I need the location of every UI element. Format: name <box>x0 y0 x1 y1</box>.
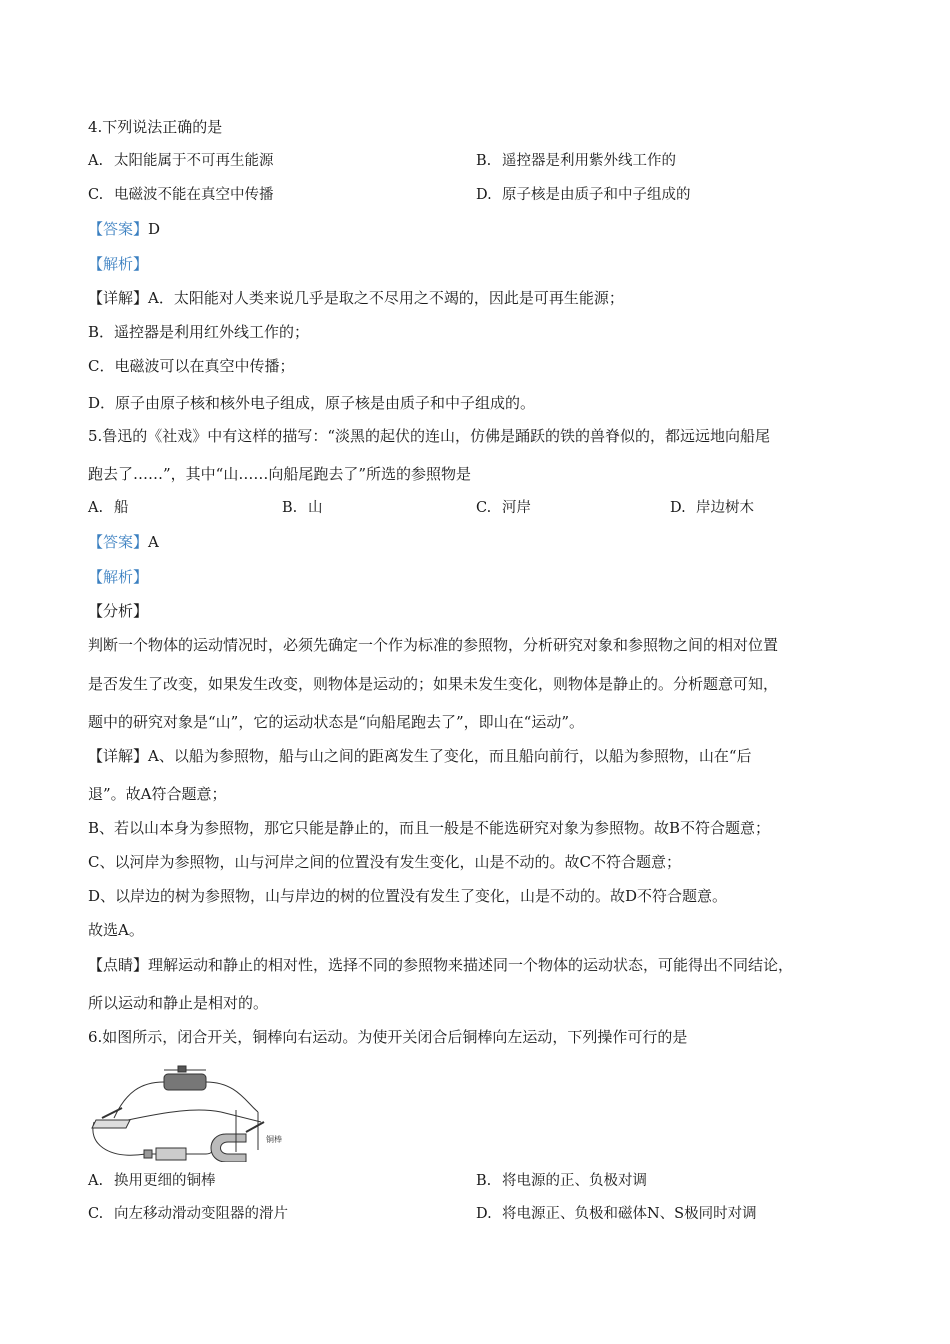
q5-option-a-letter: A. <box>88 500 104 516</box>
q5-answer-tag: 【答案】 <box>88 533 149 551</box>
q5-detail-tag: 【详解】 <box>88 747 149 765</box>
q5-stem-line2: 跑去了……”，其中“山……向船尾跑去了”所选的参照物是 <box>88 465 472 483</box>
q6-option-c <box>88 1204 288 1224</box>
q6-stem: 6.如图所示，闭合开关，铜棒向右运动。为使开关闭合后铜棒向左运动，下列操作可行的是 <box>88 1028 688 1046</box>
q6-option-c-letter: C. <box>88 1206 104 1222</box>
q5-fenxi-line2: 是否发生了改变，如果发生改变，则物体是运动的；如果未发生变化，则物体是静止的。分析题意可知， <box>88 675 779 693</box>
q6-option-a <box>88 1171 216 1191</box>
q4-detail-b: B．遥控器是利用红外线工作的； <box>88 323 310 341</box>
q4-option-c <box>88 185 274 205</box>
q5-answer <box>88 532 159 552</box>
q6-option-d-letter: D. <box>476 1206 492 1222</box>
q4-option-b <box>476 151 676 171</box>
q4-option-a-letter: A. <box>88 153 104 169</box>
q4-option-b-text: 遥控器是利用紫外线工作的 <box>502 153 676 169</box>
q6-option-d <box>476 1204 757 1224</box>
q4-detail-d: D．原子由原子核和核外电子组成，原子核是由质子和中子组成的。 <box>88 394 536 412</box>
q5-stem-line1: 5.鲁迅的《社戏》中有这样的描写：“淡黑的起伏的连山，仿佛是踊跃的铁的兽脊似的，都远远地向船尾 <box>88 427 770 445</box>
q5-detail-line3: B、若以山本身为参照物，那它只能是静止的，而且一般是不能选研究对象为参照物。故B不符合题意； <box>88 819 771 837</box>
q5-option-b <box>282 498 323 518</box>
q5-option-b-text: 山 <box>308 500 323 516</box>
q5-dianjing-line1 <box>88 955 793 975</box>
q5-option-d <box>670 498 754 518</box>
q5-answer-value: A <box>148 533 159 551</box>
q5-dianjing-line1-text: 理解运动和静止的相对性，选择不同的参照物来描述同一个物体的运动状态，可能得出不同结论， <box>148 956 794 974</box>
q4-detail-a <box>88 288 624 308</box>
q6-option-b-letter: B. <box>476 1173 492 1189</box>
q4-option-c-text: 电磁波不能在真空中传播 <box>114 187 274 203</box>
q4-detail-tag: 【详解】 <box>88 289 149 307</box>
q4-answer <box>88 219 160 239</box>
q4-detail-c: C．电磁波可以在真空中传播； <box>88 357 295 375</box>
q5-option-c-letter: C. <box>476 500 492 516</box>
q4-option-d-letter: D. <box>476 187 492 203</box>
q5-dianjing-tag: 【点睛】 <box>88 956 149 974</box>
q5-option-b-letter: B. <box>282 500 298 516</box>
q6-option-b <box>476 1171 647 1191</box>
q5-detail-line5: D、以岸边的树为参照物，山与岸边的树的位置没有发生了变化，山是不动的。故D不符合题意。 <box>88 887 728 905</box>
q5-conclusion: 故选A。 <box>88 921 144 939</box>
q4-answer-value: D <box>148 220 161 238</box>
q4-option-a <box>88 151 274 171</box>
q5-detail-line1-text: A、以船为参照物，船与山之间的距离发生了变化，而且船向前行，以船为参照物，山在“后 <box>148 747 752 765</box>
q4-analysis-tag: 【解析】 <box>88 255 149 273</box>
q4-option-a-text: 太阳能属于不可再生能源 <box>114 153 274 169</box>
q6-option-a-letter: A. <box>88 1173 104 1189</box>
q5-detail-line1 <box>88 746 752 766</box>
q4-answer-tag: 【答案】 <box>88 220 149 238</box>
q4-option-b-letter: B. <box>476 153 492 169</box>
q5-dianjing-line2: 所以运动和静止是相对的。 <box>88 994 269 1012</box>
q5-option-c <box>476 498 531 518</box>
q5-analysis-tag: 【解析】 <box>88 568 149 586</box>
q4-option-c-letter: C. <box>88 187 104 203</box>
q5-option-a-text: 船 <box>114 500 129 516</box>
q5-detail-line4: C、以河岸为参照物，山与河岸之间的位置没有发生变化，山是不动的。故C不符合题意； <box>88 853 681 871</box>
q4-option-d-text: 原子核是由质子和中子组成的 <box>502 187 691 203</box>
figure-label-copper-rod: 铜棒 <box>266 1135 282 1144</box>
q5-option-d-text: 岸边树木 <box>696 500 754 516</box>
q4-detail-a-text: A．太阳能对人类来说几乎是取之不尽用之不竭的，因此是可再生能源； <box>148 289 624 307</box>
q6-option-b-text: 将电源的正、负极对调 <box>502 1173 647 1189</box>
q6-option-c-text: 向左移动滑动变阻器的滑片 <box>114 1206 288 1222</box>
q5-option-a <box>88 498 129 518</box>
q5-option-c-text: 河岸 <box>502 500 531 516</box>
q5-detail-line2: 退”。故A符合题意； <box>88 785 227 803</box>
q6-option-a-text: 换用更细的铜棒 <box>114 1173 216 1189</box>
q5-option-d-letter: D. <box>670 500 686 516</box>
q4-stem: 4.下列说法正确的是 <box>88 118 223 136</box>
q5-fenxi-line3: 题中的研究对象是“山”，它的运动状态是“向船尾跑去了”，即山在“运动”。 <box>88 713 585 731</box>
q6-option-d-text: 将电源正、负极和磁体N、S极同时对调 <box>502 1206 757 1222</box>
circuit-figure <box>86 1062 286 1162</box>
q5-fenxi-line1: 判断一个物体的运动情况时，必须先确定一个作为标准的参照物，分析研究对象和参照物之间的相对位置 <box>88 636 779 654</box>
q5-fenxi-tag: 【分析】 <box>88 602 149 620</box>
q4-option-d <box>476 185 691 205</box>
